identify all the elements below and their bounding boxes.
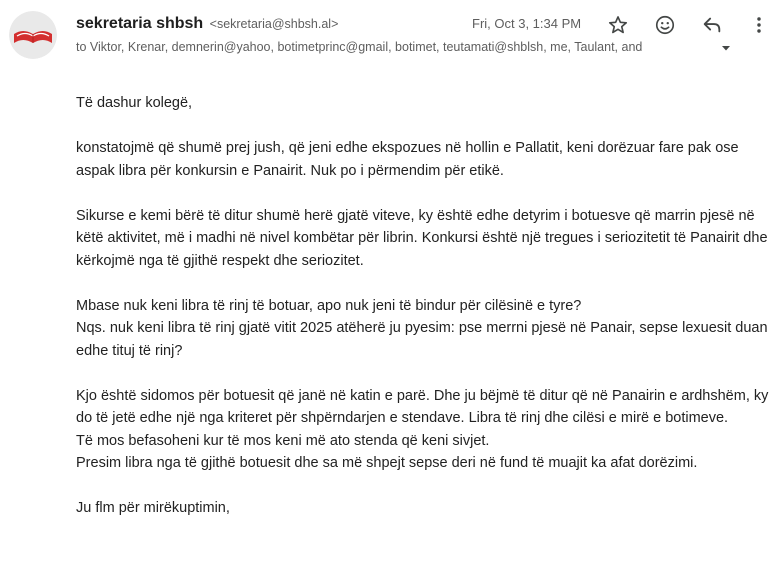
paragraph-4-line-1: Kjo është sidomos për botuesit që janë në katin e parë. Dhe ju bëjmë të ditur që në Panairin e ardhshëm, ky do të jetë edhe një nga kriteret për shpërndarjen e stendave. Libra të rinj dhe cilësi e mirë e botimeve. bbox=[76, 387, 769, 426]
paragraph-2: Sikurse e kemi bërë të ditur shumë herë gjatë viteve, ky është edhe detyrim i botuesve që marrin pjesë në këtë aktivitet, më i madhi në nivel kombëtar për librin. Konkursi është një tregues i seriozitetit të Panairit dhe kërkojmë nga të gjithë respekt dhe seriozitet. bbox=[76, 207, 768, 269]
emoji-reaction-button[interactable] bbox=[652, 12, 678, 38]
reply-button[interactable] bbox=[699, 12, 725, 38]
more-options-button[interactable] bbox=[746, 12, 772, 38]
paragraph-3-line-2: Nqs. nuk keni libra të rinj gjatë vitit 2025 atëherë ju pyesim: pse merrni pjesë në Panair, sepse lexuesit duan edhe tituj të rinj? bbox=[76, 320, 768, 359]
paragraph-1: konstatojmë që shumë prej jush, që jeni edhe ekspozues në hollin e Pallatit, keni dorëzuar fare pak ose aspak libra për konkursin e Panairit. Nuk po i përmendim për etikë. bbox=[76, 140, 739, 179]
paragraph-4-line-3: Presim libra nga të gjithë botuesit dhe sa më shpejt sepse deri në fund të muajit ka afat dorëzimi. bbox=[76, 455, 698, 471]
book-logo-icon bbox=[9, 11, 57, 59]
message-date[interactable]: Fri, Oct 3, 1:34 PM bbox=[472, 16, 582, 31]
sender-info bbox=[76, 14, 338, 34]
reply-icon bbox=[701, 14, 723, 36]
chevron-down-icon bbox=[720, 42, 732, 54]
more-vertical-icon bbox=[748, 14, 770, 36]
sender-name[interactable]: sekretaria shbsh bbox=[76, 15, 204, 32]
paragraph-4-line-2: Të mos befasoheni kur të mos keni më ato stenda që keni sivjet. bbox=[76, 432, 490, 449]
emoji-icon bbox=[654, 14, 676, 36]
paragraph-3-line-1: Mbase nuk keni libra të rinj të botuar, apo nuk jeni të bindur për cilësinë e tyre? bbox=[76, 297, 582, 314]
star-icon bbox=[607, 14, 629, 36]
show-details-button[interactable] bbox=[718, 40, 734, 56]
sender-email: <sekretaria@shbsh.al> bbox=[209, 17, 339, 31]
sender-avatar[interactable] bbox=[9, 11, 57, 59]
recipients-list[interactable]: to Viktor, Krenar, demnerin@yahoo, botimetprinc@gmail, botimet, teutamati@shblsh, me, Taulant, and bbox=[76, 40, 643, 54]
star-button[interactable] bbox=[605, 12, 631, 38]
closing: Ju flm për mirëkuptimin, bbox=[76, 500, 230, 516]
greeting: Të dashur kolegë, bbox=[76, 95, 193, 111]
message-body bbox=[76, 92, 772, 542]
